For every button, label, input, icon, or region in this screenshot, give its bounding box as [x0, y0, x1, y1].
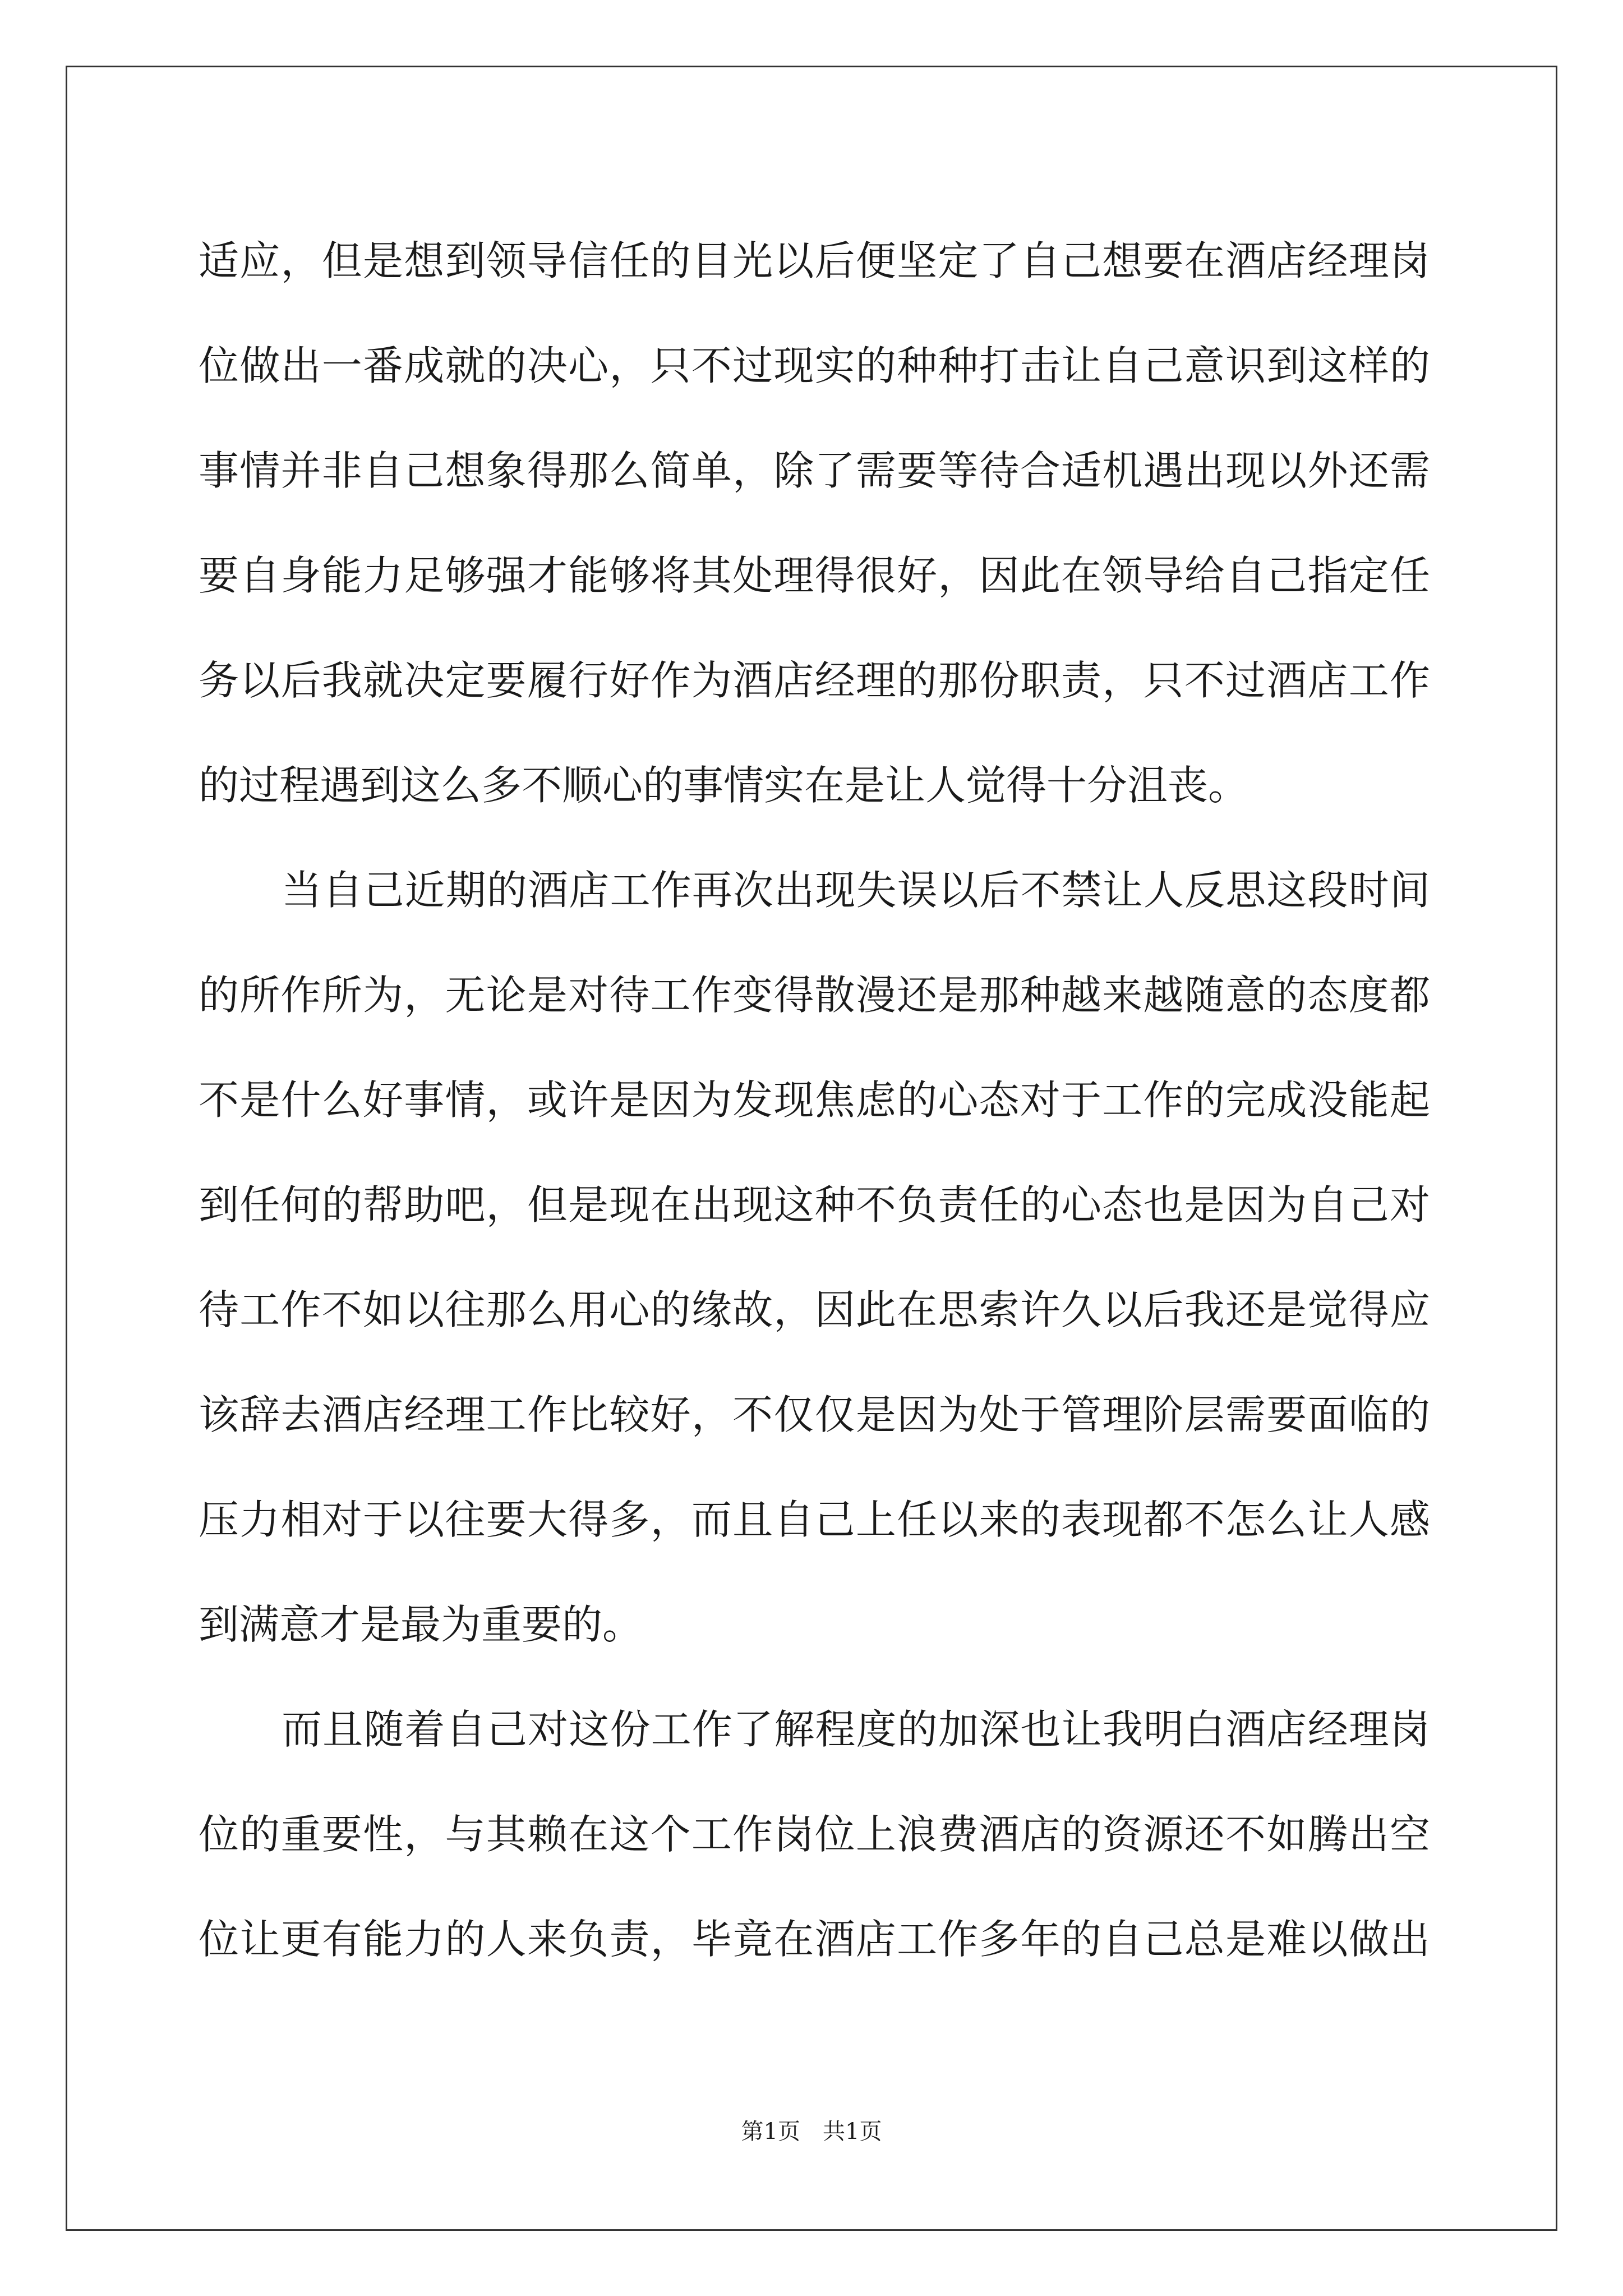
text-line: 到满意才是最为重要的。 [199, 1601, 643, 1648]
text-line: 待工作不如以往那么用心的缘故，因此在思索许久以后我还是觉得应 [199, 1286, 1430, 1333]
text-line: 当自己近期的酒店工作再次出现失误以后不禁让人反思这段时间 [282, 867, 1430, 914]
text-line: 该辞去酒店经理工作比较好，不仅仅是因为处于管理阶层需要面临的 [199, 1391, 1430, 1438]
text-line: 压力相对于以往要大得多，而且自己上任以来的表现都不怎么让人感 [199, 1496, 1430, 1543]
text-line: 适应，但是想到领导信任的目光以后便坚定了自己想要在酒店经理岗 [199, 237, 1430, 284]
text-line: 位让更有能力的人来负责，毕竟在酒店工作多年的自己总是难以做出 [199, 1916, 1430, 1963]
text-line: 而且随着自己对这份工作了解程度的加深也让我明白酒店经理岗 [282, 1706, 1430, 1753]
text-line: 不是什么好事情，或许是因为发现焦虑的心态对于工作的完成没能起 [199, 1076, 1430, 1124]
text-line: 位做出一番成就的决心，只不过现实的种种打击让自己意识到这样的 [199, 342, 1430, 389]
text-line: 到任何的帮助吧，但是现在出现这种不负责任的心态也是因为自己对 [199, 1181, 1430, 1228]
text-line: 事情并非自己想象得那么简单，除了需要等待合适机遇出现以外还需 [199, 447, 1430, 494]
text-line: 务以后我就决定要履行好作为酒店经理的那份职责，只不过酒店工作 [199, 657, 1430, 704]
page-number: 第1页 共1页 [741, 2119, 882, 2145]
document-body [199, 209, 1430, 1992]
text-line: 的过程遇到这么多不顺心的事情实在是让人觉得十分沮丧。 [199, 762, 1249, 809]
text-line: 的所作所为，无论是对待工作变得散漫还是那种越来越随意的态度都 [199, 972, 1430, 1019]
text-line: 要自身能力足够强才能够将其处理得很好，因此在领导给自己指定任 [199, 552, 1430, 599]
text-line: 位的重要性，与其赖在这个工作岗位上浪费酒店的资源还不如腾出空 [199, 1811, 1430, 1858]
page-footer [0, 2114, 1623, 2146]
